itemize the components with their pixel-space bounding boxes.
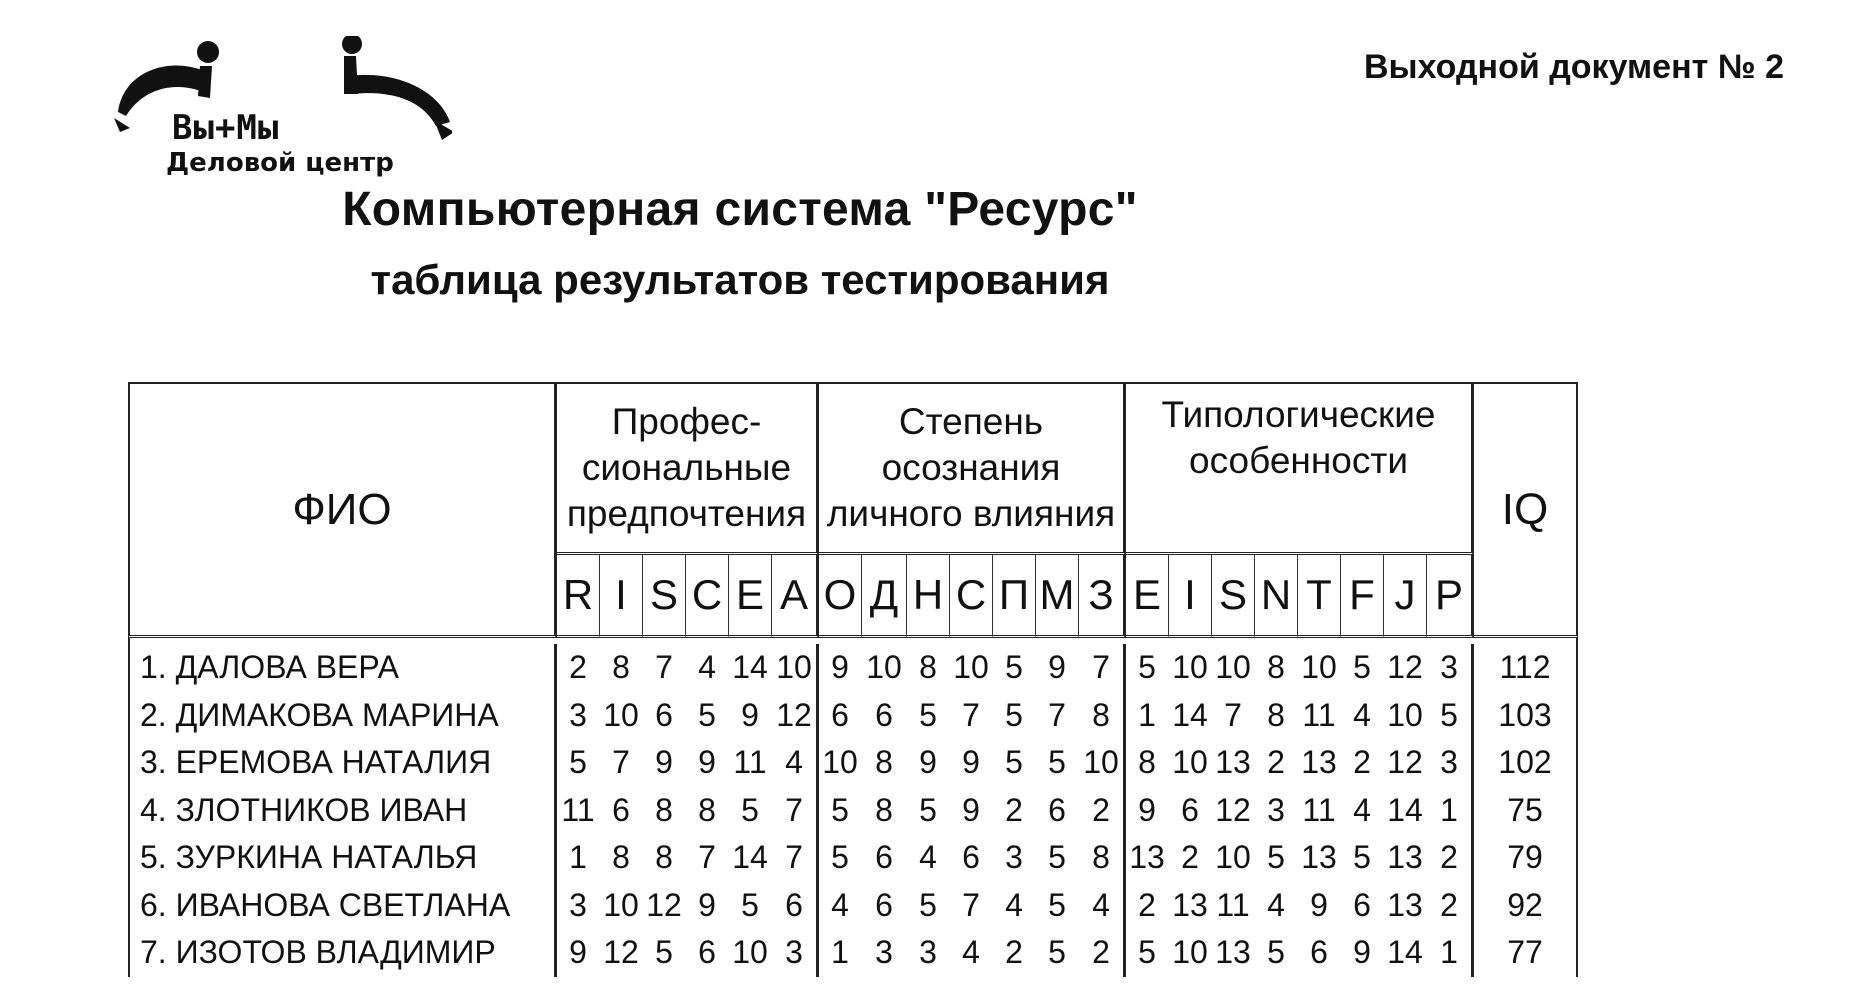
score-cell: 6 (698, 934, 716, 971)
score-cell: 3 (875, 934, 893, 971)
score-cell: 5 (1005, 649, 1023, 686)
score-cell: 8 (1267, 649, 1285, 686)
score-cell: 5 (1427, 692, 1474, 740)
iq-value: 79 (1474, 834, 1578, 882)
score-cell: 8 (655, 839, 673, 876)
score-cell: 13 (1215, 744, 1251, 781)
score-cell: 5 (1048, 839, 1066, 876)
score-cell: 5 (1048, 886, 1066, 923)
iq-value: 92 (1474, 882, 1578, 930)
score-cell: 4 (831, 886, 849, 923)
score-cell: 8 (1079, 834, 1126, 882)
score-cell: 6 (875, 839, 893, 876)
table-group-header-row (128, 382, 1578, 555)
column-header: П (993, 555, 1036, 638)
table-row (128, 787, 1578, 835)
score-cell: 4 (1353, 791, 1371, 828)
score-cell: 5 (741, 886, 759, 923)
score-cell: 10 (1172, 934, 1208, 971)
person-name: 3. ЕРЕМОВА НАТАЛИЯ (128, 739, 557, 787)
person-name: 2. ДИМАКОВА МАРИНА (128, 692, 557, 740)
score-cell: 9 (1138, 791, 1156, 828)
score-cell: 11 (1302, 696, 1336, 733)
score-cell: 12 (603, 934, 639, 971)
score-cell: 9 (962, 791, 980, 828)
table-row (128, 692, 1578, 740)
score-cell: 3 (772, 929, 819, 977)
score-cell: 7 (655, 649, 673, 686)
score-cell: 6 (1048, 791, 1066, 828)
group-header-influence (819, 382, 1126, 555)
column-header: C (686, 555, 729, 638)
score-cell: 6 (875, 886, 893, 923)
column-header: S (1212, 555, 1255, 638)
score-cell: 2 (569, 649, 587, 686)
score-cell: 5 (831, 839, 849, 876)
score-cell: 12 (772, 692, 819, 740)
score-cell: 5 (741, 791, 759, 828)
score-cell: 7 (1048, 696, 1066, 733)
document-number: Выходной документ № 2 (1364, 48, 1784, 86)
iq-value: 102 (1474, 739, 1578, 787)
score-cell: 6 (962, 839, 980, 876)
score-cell: 3 (1427, 644, 1474, 692)
score-cell: 7 (612, 744, 630, 781)
score-cell: 13 (1129, 839, 1165, 876)
score-cell: 9 (962, 744, 980, 781)
column-header: E (1126, 555, 1169, 638)
score-cell: 10 (866, 649, 902, 686)
score-cell: 7 (1224, 696, 1242, 733)
iq-value: 112 (1474, 644, 1578, 692)
score-cell: 5 (1353, 649, 1371, 686)
score-cell: 11 (1302, 791, 1336, 828)
score-cell: 9 (1353, 934, 1371, 971)
score-cell: 1 (831, 934, 849, 971)
score-cell: 10 (1172, 649, 1208, 686)
person-name: 5. ЗУРКИНА НАТАЛЬЯ (128, 834, 557, 882)
score-cell: 5 (831, 791, 849, 828)
group-header-typological (1126, 382, 1474, 555)
score-cell: 8 (612, 649, 630, 686)
group-label-line: предпочтения (566, 493, 807, 534)
score-cell: 3 (1005, 839, 1023, 876)
score-cell: 8 (1267, 696, 1285, 733)
score-cell: 10 (1079, 739, 1126, 787)
score-cell: 8 (612, 839, 630, 876)
score-cell: 9 (569, 934, 587, 971)
score-cell: 14 (1387, 934, 1423, 971)
score-cell: 5 (698, 696, 716, 733)
score-cell: 7 (772, 787, 819, 835)
score-cell: 14 (732, 649, 768, 686)
score-cell: 6 (1353, 886, 1371, 923)
score-cell: 7 (1079, 644, 1126, 692)
score-cell: 12 (1387, 744, 1423, 781)
results-table-container (128, 382, 1578, 977)
group-label-line: осознания (881, 447, 1061, 488)
person-name: 4. ЗЛОТНИКОВ ИВАН (128, 787, 557, 835)
score-cell: 4 (962, 934, 980, 971)
score-cell: 5 (1267, 934, 1285, 971)
score-cell: 2 (1079, 929, 1126, 977)
table-row (128, 739, 1578, 787)
score-cell: 9 (919, 744, 937, 781)
person-name: 7. ИЗОТОВ ВЛАДИМИР (128, 929, 557, 977)
table-body (128, 638, 1578, 977)
score-cell: 5 (655, 934, 673, 971)
score-cell: 1 (1427, 929, 1474, 977)
group-label-line: Типологические (1161, 394, 1436, 435)
score-cell: 13 (1387, 886, 1423, 923)
score-cell: 1 (1138, 696, 1156, 733)
score-cell: 3 (1427, 739, 1474, 787)
group-label-line: особенности (1189, 440, 1408, 481)
score-cell: 8 (1138, 744, 1156, 781)
score-cell: 5 (1138, 934, 1156, 971)
score-cell: 8 (698, 791, 716, 828)
score-cell: 10 (1301, 649, 1337, 686)
score-cell: 9 (1048, 649, 1066, 686)
score-cell: 2 (1181, 839, 1199, 876)
score-cell: 8 (1079, 692, 1126, 740)
page-title: Компьютерная система "Ресурс" (342, 183, 1138, 236)
column-header: A (772, 555, 819, 638)
score-cell: 12 (646, 886, 682, 923)
score-cell: 2 (1427, 834, 1474, 882)
score-cell: 5 (1267, 839, 1285, 876)
score-cell: 5 (1005, 696, 1023, 733)
score-cell: 7 (962, 886, 980, 923)
score-cell: 13 (1301, 744, 1337, 781)
score-cell: 2 (1005, 934, 1023, 971)
score-cell: 10 (772, 644, 819, 692)
score-cell: 8 (875, 744, 893, 781)
score-cell: 10 (1387, 696, 1423, 733)
score-cell: 2 (1079, 787, 1126, 835)
score-cell: 5 (1138, 649, 1156, 686)
score-cell: 6 (612, 791, 630, 828)
group-label-line: личного влияния (826, 493, 1116, 534)
score-cell: 6 (875, 696, 893, 733)
column-header: T (1298, 555, 1341, 638)
logo-subtitle: Деловой центр (166, 148, 394, 178)
group-label-line: Профес- (611, 401, 762, 442)
iq-value: 103 (1474, 692, 1578, 740)
score-cell: 1 (1427, 787, 1474, 835)
group-header-professional (557, 382, 819, 555)
score-cell: 10 (1215, 839, 1251, 876)
score-cell: 10 (953, 649, 989, 686)
column-header: N (1255, 555, 1298, 638)
score-cell: 2 (1138, 886, 1156, 923)
results-table (128, 382, 1578, 977)
score-cell: 1 (569, 839, 587, 876)
score-cell: 9 (741, 696, 759, 733)
score-cell: 3 (919, 934, 937, 971)
score-cell: 6 (831, 696, 849, 733)
score-cell: 5 (919, 886, 937, 923)
score-cell: 2 (1427, 882, 1474, 930)
score-cell: 12 (1215, 791, 1251, 828)
table-row (128, 644, 1578, 692)
score-cell: 9 (655, 744, 673, 781)
score-cell: 9 (1310, 886, 1328, 923)
column-header: Н (907, 555, 950, 638)
score-cell: 3 (1267, 791, 1285, 828)
score-cell: 5 (1048, 934, 1066, 971)
column-header: С (950, 555, 993, 638)
score-cell: 5 (569, 744, 587, 781)
column-header: S (643, 555, 686, 638)
score-cell: 8 (875, 791, 893, 828)
score-cell: 10 (603, 696, 639, 733)
iq-value: 75 (1474, 787, 1578, 835)
column-header: R (557, 555, 600, 638)
logo-brand: Вы+Мы (172, 108, 280, 148)
score-cell: 10 (603, 886, 639, 923)
logo (112, 36, 452, 186)
score-cell: 5 (919, 791, 937, 828)
score-cell: 7 (962, 696, 980, 733)
score-cell: 13 (1215, 934, 1251, 971)
score-cell: 7 (698, 839, 716, 876)
column-header: E (729, 555, 772, 638)
score-cell: 5 (1048, 744, 1066, 781)
score-cell: 4 (698, 649, 716, 686)
score-cell: 3 (569, 696, 587, 733)
column-header: J (1384, 555, 1427, 638)
score-cell: 10 (1215, 649, 1251, 686)
score-cell: 4 (1267, 886, 1285, 923)
column-header: М (1036, 555, 1079, 638)
score-cell: 2 (1005, 791, 1023, 828)
column-header: F (1341, 555, 1384, 638)
score-cell: 9 (831, 649, 849, 686)
score-cell: 4 (1005, 886, 1023, 923)
score-cell: 4 (1353, 696, 1371, 733)
score-cell: 12 (1387, 649, 1423, 686)
table-row (128, 834, 1578, 882)
score-cell: 14 (732, 839, 768, 876)
table-row (128, 882, 1578, 930)
score-cell: 13 (1301, 839, 1337, 876)
iq-header: IQ (1474, 382, 1578, 638)
score-cell: 11 (1216, 886, 1250, 923)
fio-header: ФИО (128, 382, 557, 638)
person-name: 6. ИВАНОВА СВЕТЛАНА (128, 882, 557, 930)
iq-value: 77 (1474, 929, 1578, 977)
score-cell: 3 (569, 886, 587, 923)
score-cell: 5 (1005, 744, 1023, 781)
score-cell: 6 (772, 882, 819, 930)
column-header: I (600, 555, 643, 638)
score-cell: 10 (732, 934, 768, 971)
score-cell: 13 (1387, 839, 1423, 876)
score-cell: 9 (698, 744, 716, 781)
score-cell: 7 (772, 834, 819, 882)
score-cell: 9 (698, 886, 716, 923)
score-cell: 6 (655, 696, 673, 733)
column-header: З (1079, 555, 1126, 638)
person-name: 1. ДАЛОВА ВЕРА (128, 644, 557, 692)
score-cell: 14 (1172, 696, 1208, 733)
score-cell: 6 (1181, 791, 1199, 828)
score-cell: 4 (772, 739, 819, 787)
score-cell: 5 (919, 696, 937, 733)
group-label-line: сиональные (581, 447, 792, 488)
score-cell: 4 (1079, 882, 1126, 930)
score-cell: 10 (822, 744, 858, 781)
score-cell: 6 (1310, 934, 1328, 971)
score-cell: 8 (919, 649, 937, 686)
column-header: P (1427, 555, 1474, 638)
score-cell: 11 (561, 791, 595, 828)
score-cell: 11 (733, 744, 767, 781)
score-cell: 8 (655, 791, 673, 828)
score-cell: 13 (1172, 886, 1208, 923)
score-cell: 2 (1267, 744, 1285, 781)
column-header: I (1169, 555, 1212, 638)
score-cell: 5 (1353, 839, 1371, 876)
score-cell: 2 (1353, 744, 1371, 781)
score-cell: 10 (1172, 744, 1208, 781)
table-row (128, 929, 1578, 977)
score-cell: 14 (1387, 791, 1423, 828)
score-cell: 4 (919, 839, 937, 876)
column-header: Д (862, 555, 907, 638)
group-label-line: Степень (898, 401, 1044, 442)
column-header: О (819, 555, 862, 638)
page-subtitle: таблица результатов тестирования (370, 256, 1110, 303)
